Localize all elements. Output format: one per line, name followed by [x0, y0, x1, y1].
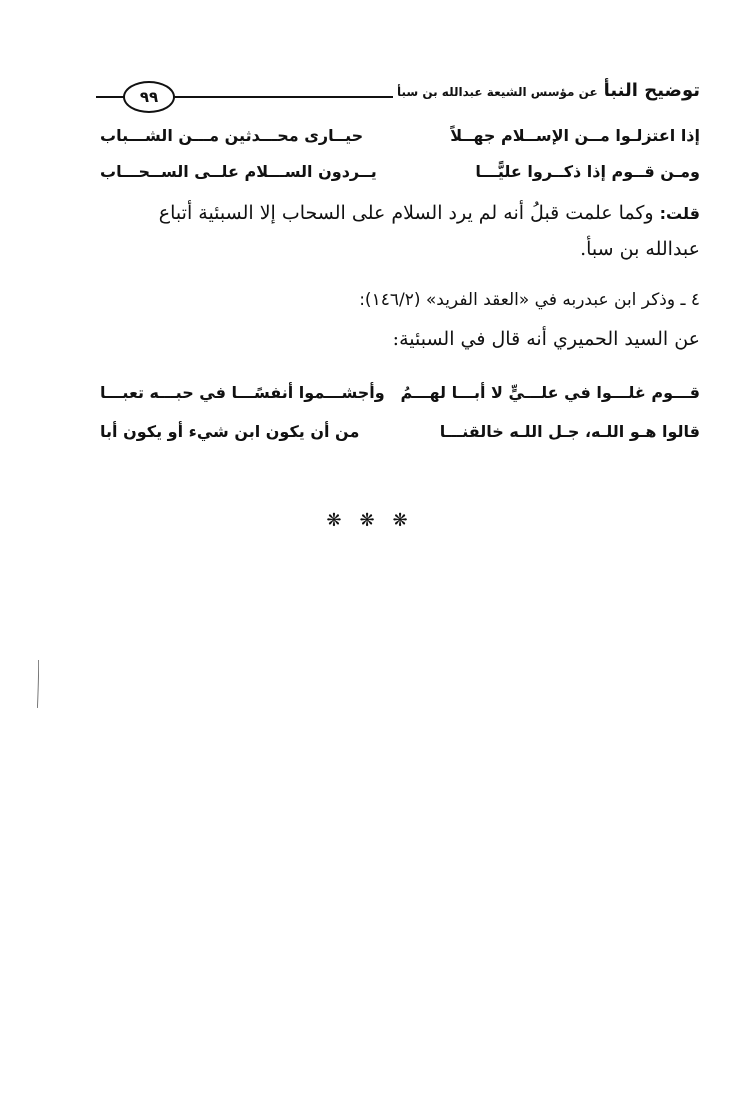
page-number: ٩٩ [123, 81, 175, 113]
comment-lead: قلت: [659, 204, 700, 223]
poem1-verse-1-second-hemistich: حيــارى محـــدثين مـــن الشـــباب [100, 126, 364, 145]
running-header [96, 78, 700, 114]
comment-line-1 [100, 202, 700, 224]
poem2-verse-1 [100, 383, 700, 413]
poem2-verse-2-second-hemistich: من أن يكون ابن شيء أو يكون أبا [100, 422, 360, 441]
comment-text-2: عبدالله بن سبأ. [580, 238, 700, 260]
margin-mark [37, 660, 39, 708]
poem2-verse-2 [100, 422, 700, 452]
poem2-verse-1-first-hemistich: قـــوم غلـــوا في علـــيٍّ لا أبـــا لهـــمُ [400, 383, 700, 402]
poem1-verse-1-first-hemistich: إذا اعتزلـوا مــن الإســلام جهــلاً [450, 126, 700, 145]
comment-line-2 [100, 238, 700, 260]
poem2-intro [100, 328, 700, 350]
running-title [393, 80, 700, 101]
section-separator: ❋❋❋ [326, 510, 426, 531]
running-title-main: توضيح النبأ [603, 80, 700, 101]
item-4 [100, 290, 700, 310]
poem1-verse-2-second-hemistich: يــردون الســـلام علــى الســحـــاب [100, 162, 377, 181]
poem2-verse-1-second-hemistich: وأجشـــموا أنفسًـــا في حبـــه تعبـــا [100, 383, 385, 402]
poem1-verse-2 [100, 162, 700, 192]
poem1-verse-2-first-hemistich: ومـن قــوم إذا ذكــروا عليًّـــا [475, 162, 700, 181]
item-4-text: ٤ ـ وذكر ابن عبدربه في «العقد الفريد» (١٤٦/٢): [359, 290, 700, 310]
poem2-intro-text: عن السيد الحميري أنه قال في السبئية: [392, 328, 700, 350]
poem2-verse-2-first-hemistich: قالوا هـو اللـه، جـل اللـه خالقنـــا [439, 422, 700, 441]
poem1-verse-1 [100, 126, 700, 156]
running-title-sub: عن مؤسس الشيعة عبدالله بن سبأ [396, 85, 598, 99]
comment-text-1: وكما علمت قبلُ أنه لم يرد السلام على السحاب إلا السبئية أتباع [158, 202, 654, 224]
